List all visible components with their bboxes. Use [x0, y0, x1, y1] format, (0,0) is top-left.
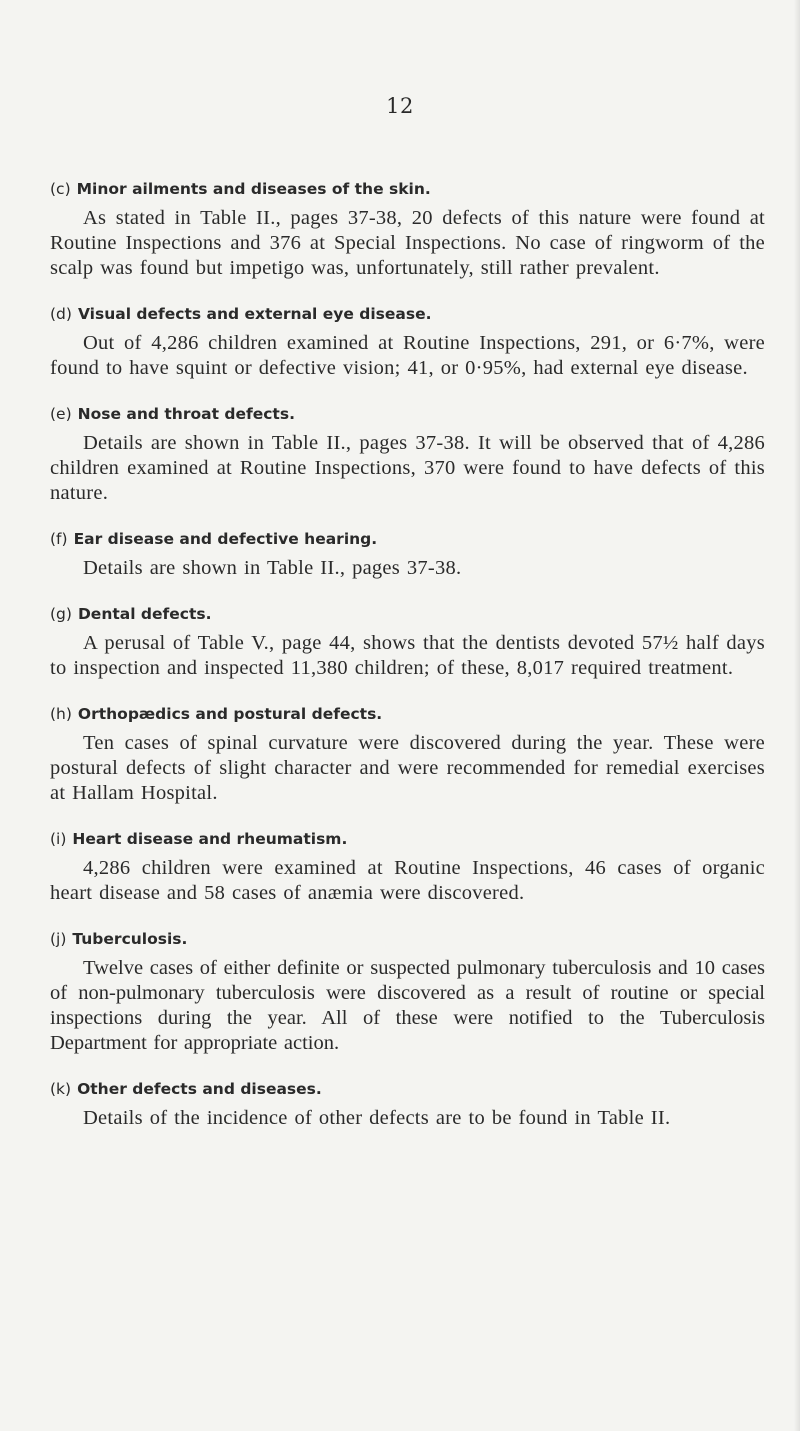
- section-text: Details of the incidence of other defects are to be found in Table II.: [83, 1107, 671, 1129]
- page-number: 12: [386, 94, 414, 118]
- section-letter: (k): [50, 1080, 72, 1098]
- section-heading: [50, 703, 765, 725]
- section-orthopaedics: [50, 703, 765, 806]
- section-letter: (f): [50, 530, 68, 548]
- section-tuberculosis: [50, 928, 765, 1056]
- section-title: Nose and throat defects.: [77, 405, 295, 423]
- section-ear-disease: [50, 528, 765, 581]
- section-heading: [50, 828, 765, 850]
- section-title: Other defects and diseases.: [77, 1080, 322, 1098]
- section-letter: (e): [50, 405, 72, 423]
- section-title: Orthopædics and postural defects.: [77, 705, 383, 723]
- section-text: Details are shown in Table II., pages 37-38. It will be observed that of 4,286 children examined at Routine Inspections, 370 were found to have defects of this nature.: [50, 432, 765, 504]
- section-minor-ailments: [50, 178, 765, 281]
- section-text: As stated in Table II., pages 37-38, 20 defects of this nature were found at Routine Inspections and 376 at Special Inspections. No case of ringworm of the scalp was found but impetigo was, unfortunately, still rather prevalent.: [50, 207, 765, 279]
- section-heart-disease: [50, 828, 765, 906]
- section-title: Visual defects and external eye disease.: [77, 305, 432, 323]
- section-letter: (j): [50, 930, 67, 948]
- section-text: 4,286 children were examined at Routine Inspections, 46 cases of organic heart disease and 58 cases of anæmia were discovered.: [50, 857, 765, 904]
- section-title: Tuberculosis.: [72, 930, 188, 948]
- section-heading: [50, 178, 765, 200]
- section-nose-throat: [50, 403, 765, 506]
- section-heading: [50, 403, 765, 425]
- section-text: Details are shown in Table II., pages 37-38.: [83, 557, 462, 579]
- section-heading: [50, 928, 765, 950]
- section-heading: [50, 603, 765, 625]
- section-letter: (d): [50, 305, 72, 323]
- section-letter: (i): [50, 830, 67, 848]
- page-edge-shadow: [794, 0, 800, 1431]
- section-letter: (c): [50, 180, 71, 198]
- section-title: Dental defects.: [77, 605, 212, 623]
- section-heading: [50, 1078, 765, 1100]
- section-letter: (h): [50, 705, 72, 723]
- section-other-defects: [50, 1078, 765, 1131]
- section-heading: [50, 303, 765, 325]
- section-title: Ear disease and defective hearing.: [73, 530, 378, 548]
- section-dental-defects: [50, 603, 765, 681]
- section-title: Minor ailments and diseases of the skin.: [76, 180, 431, 198]
- section-text: Ten cases of spinal curvature were discovered during the year. These were postural defects of slight character and were recommended for remedial exercises at Hallam Hospital.: [50, 732, 765, 804]
- section-text: Out of 4,286 children examined at Routine Inspections, 291, or 6·7%, were found to have squint or defective vision; 41, or 0·95%, had external eye disease.: [50, 332, 765, 379]
- section-heading: [50, 528, 765, 550]
- section-text: A perusal of Table V., page 44, shows that the dentists devoted 57½ half days to inspection and inspected 11,380 children; of these, 8,017 required treatment.: [50, 632, 765, 679]
- section-text: Twelve cases of either definite or suspected pulmonary tuberculosis and 10 cases of non-pulmonary tuberculosis were discovered as a result of routine or special inspections during the year. All of these were notified to the Tuberculosis Department for appropriate action.: [50, 957, 765, 1054]
- section-title: Heart disease and rheumatism.: [72, 830, 348, 848]
- section-letter: (g): [50, 605, 72, 623]
- document-body: [50, 178, 765, 1131]
- section-visual-defects: [50, 303, 765, 381]
